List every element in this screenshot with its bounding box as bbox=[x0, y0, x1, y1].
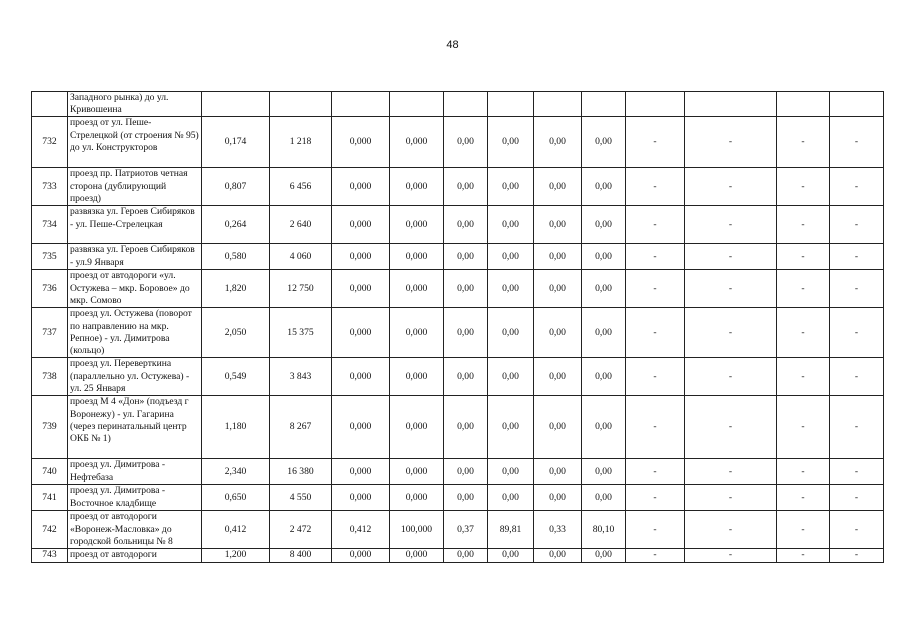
value-cell-c10: - bbox=[685, 511, 777, 549]
value-cell-c3: 0,000 bbox=[332, 168, 390, 206]
name-cell: Западного рынка) до ул. Кривошеина bbox=[68, 92, 202, 117]
value-cell-c2: 4 060 bbox=[270, 244, 332, 270]
value-cell-c7: 0,00 bbox=[534, 270, 582, 308]
value-cell-c10: - bbox=[685, 485, 777, 511]
value-cell-c11: - bbox=[777, 459, 830, 485]
value-cell-c5: 0,00 bbox=[444, 358, 488, 396]
value-cell-c7: 0,00 bbox=[534, 396, 582, 459]
value-cell-c6: 89,81 bbox=[488, 511, 534, 549]
value-cell-c8: 80,10 bbox=[582, 511, 626, 549]
value-cell-c9: - bbox=[626, 308, 685, 358]
row-number-cell: 732 bbox=[32, 117, 68, 168]
value-cell-c8: 0,00 bbox=[582, 270, 626, 308]
value-cell-c1: 0,807 bbox=[202, 168, 270, 206]
table-row bbox=[32, 308, 884, 358]
value-cell-c2: 2 640 bbox=[270, 206, 332, 244]
road-name-cell: развязка ул. Героев Сибиряков - ул.9 Января bbox=[68, 244, 202, 270]
table-row bbox=[32, 396, 884, 459]
table-row bbox=[32, 270, 884, 308]
value-cell-c2: 2 472 bbox=[270, 511, 332, 549]
value-cell-c5: 0,00 bbox=[444, 308, 488, 358]
value-cell-c7: 0,00 bbox=[534, 117, 582, 168]
table-row-continuation bbox=[32, 92, 884, 117]
value-cell-c9: - bbox=[626, 396, 685, 459]
value-cell-c8: 0,00 bbox=[582, 396, 626, 459]
table-row bbox=[32, 168, 884, 206]
value-cell-c7: 0,00 bbox=[534, 206, 582, 244]
value-cell-c11: - bbox=[777, 549, 830, 562]
value-cell-c5: 0,00 bbox=[444, 270, 488, 308]
value-cell-c3: 0,000 bbox=[332, 308, 390, 358]
value-cell-c2: 16 380 bbox=[270, 459, 332, 485]
road-name-cell: проезд от ул. Пеше-Стрелецкой (от строения № 95) до ул. Конструкторов bbox=[68, 117, 202, 168]
value-cell-c5: 0,00 bbox=[444, 549, 488, 562]
row-number-cell: 740 bbox=[32, 459, 68, 485]
value-cell-c12: - bbox=[830, 270, 884, 308]
value-cell-c1: 2,340 bbox=[202, 459, 270, 485]
road-name-cell: проезд ул. Остужева (поворот по направлению на мкр. Репное) - ул. Димитрова (кольцо) bbox=[68, 308, 202, 358]
value-cell-c6: 0,00 bbox=[488, 270, 534, 308]
value-cell-c10: - bbox=[685, 270, 777, 308]
value-cell-c11: - bbox=[777, 511, 830, 549]
value-cell-c9: - bbox=[626, 511, 685, 549]
row-number-cell: 738 bbox=[32, 358, 68, 396]
road-name-cell: развязка ул. Героев Сибиряков - ул. Пеше-Стрелецкая bbox=[68, 206, 202, 244]
value-cell-c2: 6 456 bbox=[270, 168, 332, 206]
value-cell-c5: 0,00 bbox=[444, 485, 488, 511]
value-cell-c8: 0,00 bbox=[582, 459, 626, 485]
value-cell-c9: - bbox=[626, 459, 685, 485]
value-cell-c9: - bbox=[626, 117, 685, 168]
page-number: 48 bbox=[446, 39, 459, 51]
value-cell-c3: 0,000 bbox=[332, 459, 390, 485]
value-cell-c12: - bbox=[830, 206, 884, 244]
value-cell-c8: 0,00 bbox=[582, 308, 626, 358]
value-cell-c7: 0,00 bbox=[534, 485, 582, 511]
value-cell-c10: - bbox=[685, 244, 777, 270]
table-body bbox=[32, 92, 884, 563]
value-cell-c10: - bbox=[685, 206, 777, 244]
value-cell-c11: - bbox=[777, 117, 830, 168]
value-cell-c10: - bbox=[685, 168, 777, 206]
table-row bbox=[32, 459, 884, 485]
table-row bbox=[32, 358, 884, 396]
value-cell-c2: 12 750 bbox=[270, 270, 332, 308]
value-cell-c11: - bbox=[777, 206, 830, 244]
value-cell-c6: 0,00 bbox=[488, 206, 534, 244]
table-row bbox=[32, 244, 884, 270]
value-cell-c5: 0,00 bbox=[444, 168, 488, 206]
value-cell-c9: - bbox=[626, 549, 685, 562]
row-number-cell: 734 bbox=[32, 206, 68, 244]
value-cell-c7: 0,00 bbox=[534, 168, 582, 206]
value-cell-c3: 0,000 bbox=[332, 358, 390, 396]
value-cell-c10: - bbox=[685, 117, 777, 168]
value-cell-c3: 0,000 bbox=[332, 549, 390, 562]
value-cell-c1: 1,820 bbox=[202, 270, 270, 308]
value-cell-c2: 8 267 bbox=[270, 396, 332, 459]
value-cell-c6: 0,00 bbox=[488, 117, 534, 168]
value-cell-c3: 0,412 bbox=[332, 511, 390, 549]
value-cell-c2: 15 375 bbox=[270, 308, 332, 358]
value-cell-c11: - bbox=[777, 270, 830, 308]
value-cell-c5: 0,00 bbox=[444, 396, 488, 459]
value-cell-c5: 0,00 bbox=[444, 117, 488, 168]
value-cell-c2: 3 843 bbox=[270, 358, 332, 396]
value-cell-c1: 0,549 bbox=[202, 358, 270, 396]
value-cell-c8: 0,00 bbox=[582, 358, 626, 396]
value-cell-c6: 0,00 bbox=[488, 308, 534, 358]
value-cell-c12: - bbox=[830, 168, 884, 206]
value-cell-c1: 0,412 bbox=[202, 511, 270, 549]
value-cell-c9: - bbox=[626, 358, 685, 396]
value-cell-c7: 0,00 bbox=[534, 459, 582, 485]
row-number-cell: 743 bbox=[32, 549, 68, 562]
value-cell-c4: 0,000 bbox=[390, 117, 444, 168]
value-cell-c5: 0,00 bbox=[444, 206, 488, 244]
value-cell-c12: - bbox=[830, 511, 884, 549]
road-name-cell: проезд от автодороги «Воронеж-Масловка» до городской больницы № 8 bbox=[68, 511, 202, 549]
value-cell-c8: 0,00 bbox=[582, 168, 626, 206]
value-cell-c2: 1 218 bbox=[270, 117, 332, 168]
value-cell-c10: - bbox=[685, 459, 777, 485]
value-cell-c5: 0,37 bbox=[444, 511, 488, 549]
value-cell-c4: 0,000 bbox=[390, 396, 444, 459]
value-cell-c12: - bbox=[830, 396, 884, 459]
road-name-cell: проезд от автодороги bbox=[68, 549, 202, 562]
value-cell-c9: - bbox=[626, 244, 685, 270]
road-name-cell: проезд от автодороги «ул. Остужева – мкр. Боровое» до мкр. Сомово bbox=[68, 270, 202, 308]
value-cell-c7: 0,00 bbox=[534, 549, 582, 562]
value-cell-c2: 4 550 bbox=[270, 485, 332, 511]
value-cell-c10: - bbox=[685, 308, 777, 358]
value-cell-c11: - bbox=[777, 244, 830, 270]
value-cell-c12: - bbox=[830, 308, 884, 358]
value-cell-c6: 0,00 bbox=[488, 168, 534, 206]
value-cell-c8: 0,00 bbox=[582, 244, 626, 270]
value-cell-c11: - bbox=[777, 396, 830, 459]
row-number-cell: 739 bbox=[32, 396, 68, 459]
row-number-cell: 733 bbox=[32, 168, 68, 206]
row-number-cell: 737 bbox=[32, 308, 68, 358]
road-name-cell: проезд ул. Переверткина (параллельно ул. Остужева) - ул. 25 Января bbox=[68, 358, 202, 396]
value-cell-c9: - bbox=[626, 485, 685, 511]
value-cell-c1: 1,200 bbox=[202, 549, 270, 562]
value-cell-c11: - bbox=[777, 485, 830, 511]
value-cell-c7: 0,00 bbox=[534, 308, 582, 358]
value-cell-c12: - bbox=[830, 459, 884, 485]
road-name-cell: проезд ул. Димитрова - Нефтебаза bbox=[68, 459, 202, 485]
value-cell-c4: 0,000 bbox=[390, 270, 444, 308]
table-row bbox=[32, 485, 884, 511]
roads-table bbox=[31, 91, 884, 563]
table-row bbox=[32, 206, 884, 244]
road-name-cell: проезд М 4 «Дон» (подъезд г Воронежу) - ул. Гагарина (через перинатальный центр ОКБ № 1) bbox=[68, 396, 202, 459]
table-row bbox=[32, 117, 884, 168]
value-cell-c6: 0,00 bbox=[488, 459, 534, 485]
value-cell-c6: 0,00 bbox=[488, 396, 534, 459]
value-cell-c9: - bbox=[626, 168, 685, 206]
row-number-cell: 742 bbox=[32, 511, 68, 549]
value-cell-c7: 0,00 bbox=[534, 244, 582, 270]
value-cell-c8: 0,00 bbox=[582, 206, 626, 244]
value-cell-c1: 2,050 bbox=[202, 308, 270, 358]
value-cell-c10: - bbox=[685, 358, 777, 396]
value-cell-c10: - bbox=[685, 396, 777, 459]
value-cell-c9: - bbox=[626, 270, 685, 308]
value-cell-c4: 0,000 bbox=[390, 459, 444, 485]
value-cell-c2: 8 400 bbox=[270, 549, 332, 562]
value-cell-c3: 0,000 bbox=[332, 270, 390, 308]
value-cell-c4: 0,000 bbox=[390, 206, 444, 244]
value-cell-c4: 0,000 bbox=[390, 244, 444, 270]
value-cell-c5: 0,00 bbox=[444, 459, 488, 485]
value-cell-c11: - bbox=[777, 308, 830, 358]
row-number-cell: 736 bbox=[32, 270, 68, 308]
value-cell-c3: 0,000 bbox=[332, 485, 390, 511]
value-cell-c3: 0,000 bbox=[332, 396, 390, 459]
value-cell-c8: 0,00 bbox=[582, 117, 626, 168]
value-cell-c8: 0,00 bbox=[582, 549, 626, 562]
value-cell-c5: 0,00 bbox=[444, 244, 488, 270]
value-cell-c6: 0,00 bbox=[488, 244, 534, 270]
row-number-cell: 741 bbox=[32, 485, 68, 511]
value-cell-c6: 0,00 bbox=[488, 358, 534, 396]
value-cell-c6: 0,00 bbox=[488, 549, 534, 562]
value-cell-c4: 0,000 bbox=[390, 358, 444, 396]
value-cell-c12: - bbox=[830, 244, 884, 270]
value-cell-c11: - bbox=[777, 358, 830, 396]
row-number-cell: 735 bbox=[32, 244, 68, 270]
value-cell-c1: 0,264 bbox=[202, 206, 270, 244]
value-cell-c3: 0,000 bbox=[332, 117, 390, 168]
value-cell-c4: 0,000 bbox=[390, 168, 444, 206]
value-cell-c7: 0,00 bbox=[534, 358, 582, 396]
num-cell bbox=[32, 92, 68, 117]
value-cell-c4: 0,000 bbox=[390, 485, 444, 511]
value-cell-c12: - bbox=[830, 485, 884, 511]
road-name-cell: проезд пр. Патриотов четная сторона (дублирующий проезд) bbox=[68, 168, 202, 206]
value-cell-c4: 0,000 bbox=[390, 549, 444, 562]
value-cell-c11: - bbox=[777, 168, 830, 206]
value-cell-c9: - bbox=[626, 206, 685, 244]
table-row bbox=[32, 549, 884, 562]
value-cell-c12: - bbox=[830, 117, 884, 168]
value-cell-c1: 1,180 bbox=[202, 396, 270, 459]
value-cell-c3: 0,000 bbox=[332, 244, 390, 270]
value-cell-c4: 0,000 bbox=[390, 308, 444, 358]
value-cell-c1: 0,650 bbox=[202, 485, 270, 511]
value-cell-c6: 0,00 bbox=[488, 485, 534, 511]
value-cell-c1: 0,174 bbox=[202, 117, 270, 168]
road-name-cell: проезд ул. Димитрова - Восточное кладбище bbox=[68, 485, 202, 511]
value-cell-c10: - bbox=[685, 549, 777, 562]
value-cell-c4: 100,000 bbox=[390, 511, 444, 549]
value-cell-c7: 0,33 bbox=[534, 511, 582, 549]
value-cell-c12: - bbox=[830, 549, 884, 562]
value-cell-c8: 0,00 bbox=[582, 485, 626, 511]
value-cell-c3: 0,000 bbox=[332, 206, 390, 244]
table-row bbox=[32, 511, 884, 549]
value-cell-c1: 0,580 bbox=[202, 244, 270, 270]
value-cell-c12: - bbox=[830, 358, 884, 396]
